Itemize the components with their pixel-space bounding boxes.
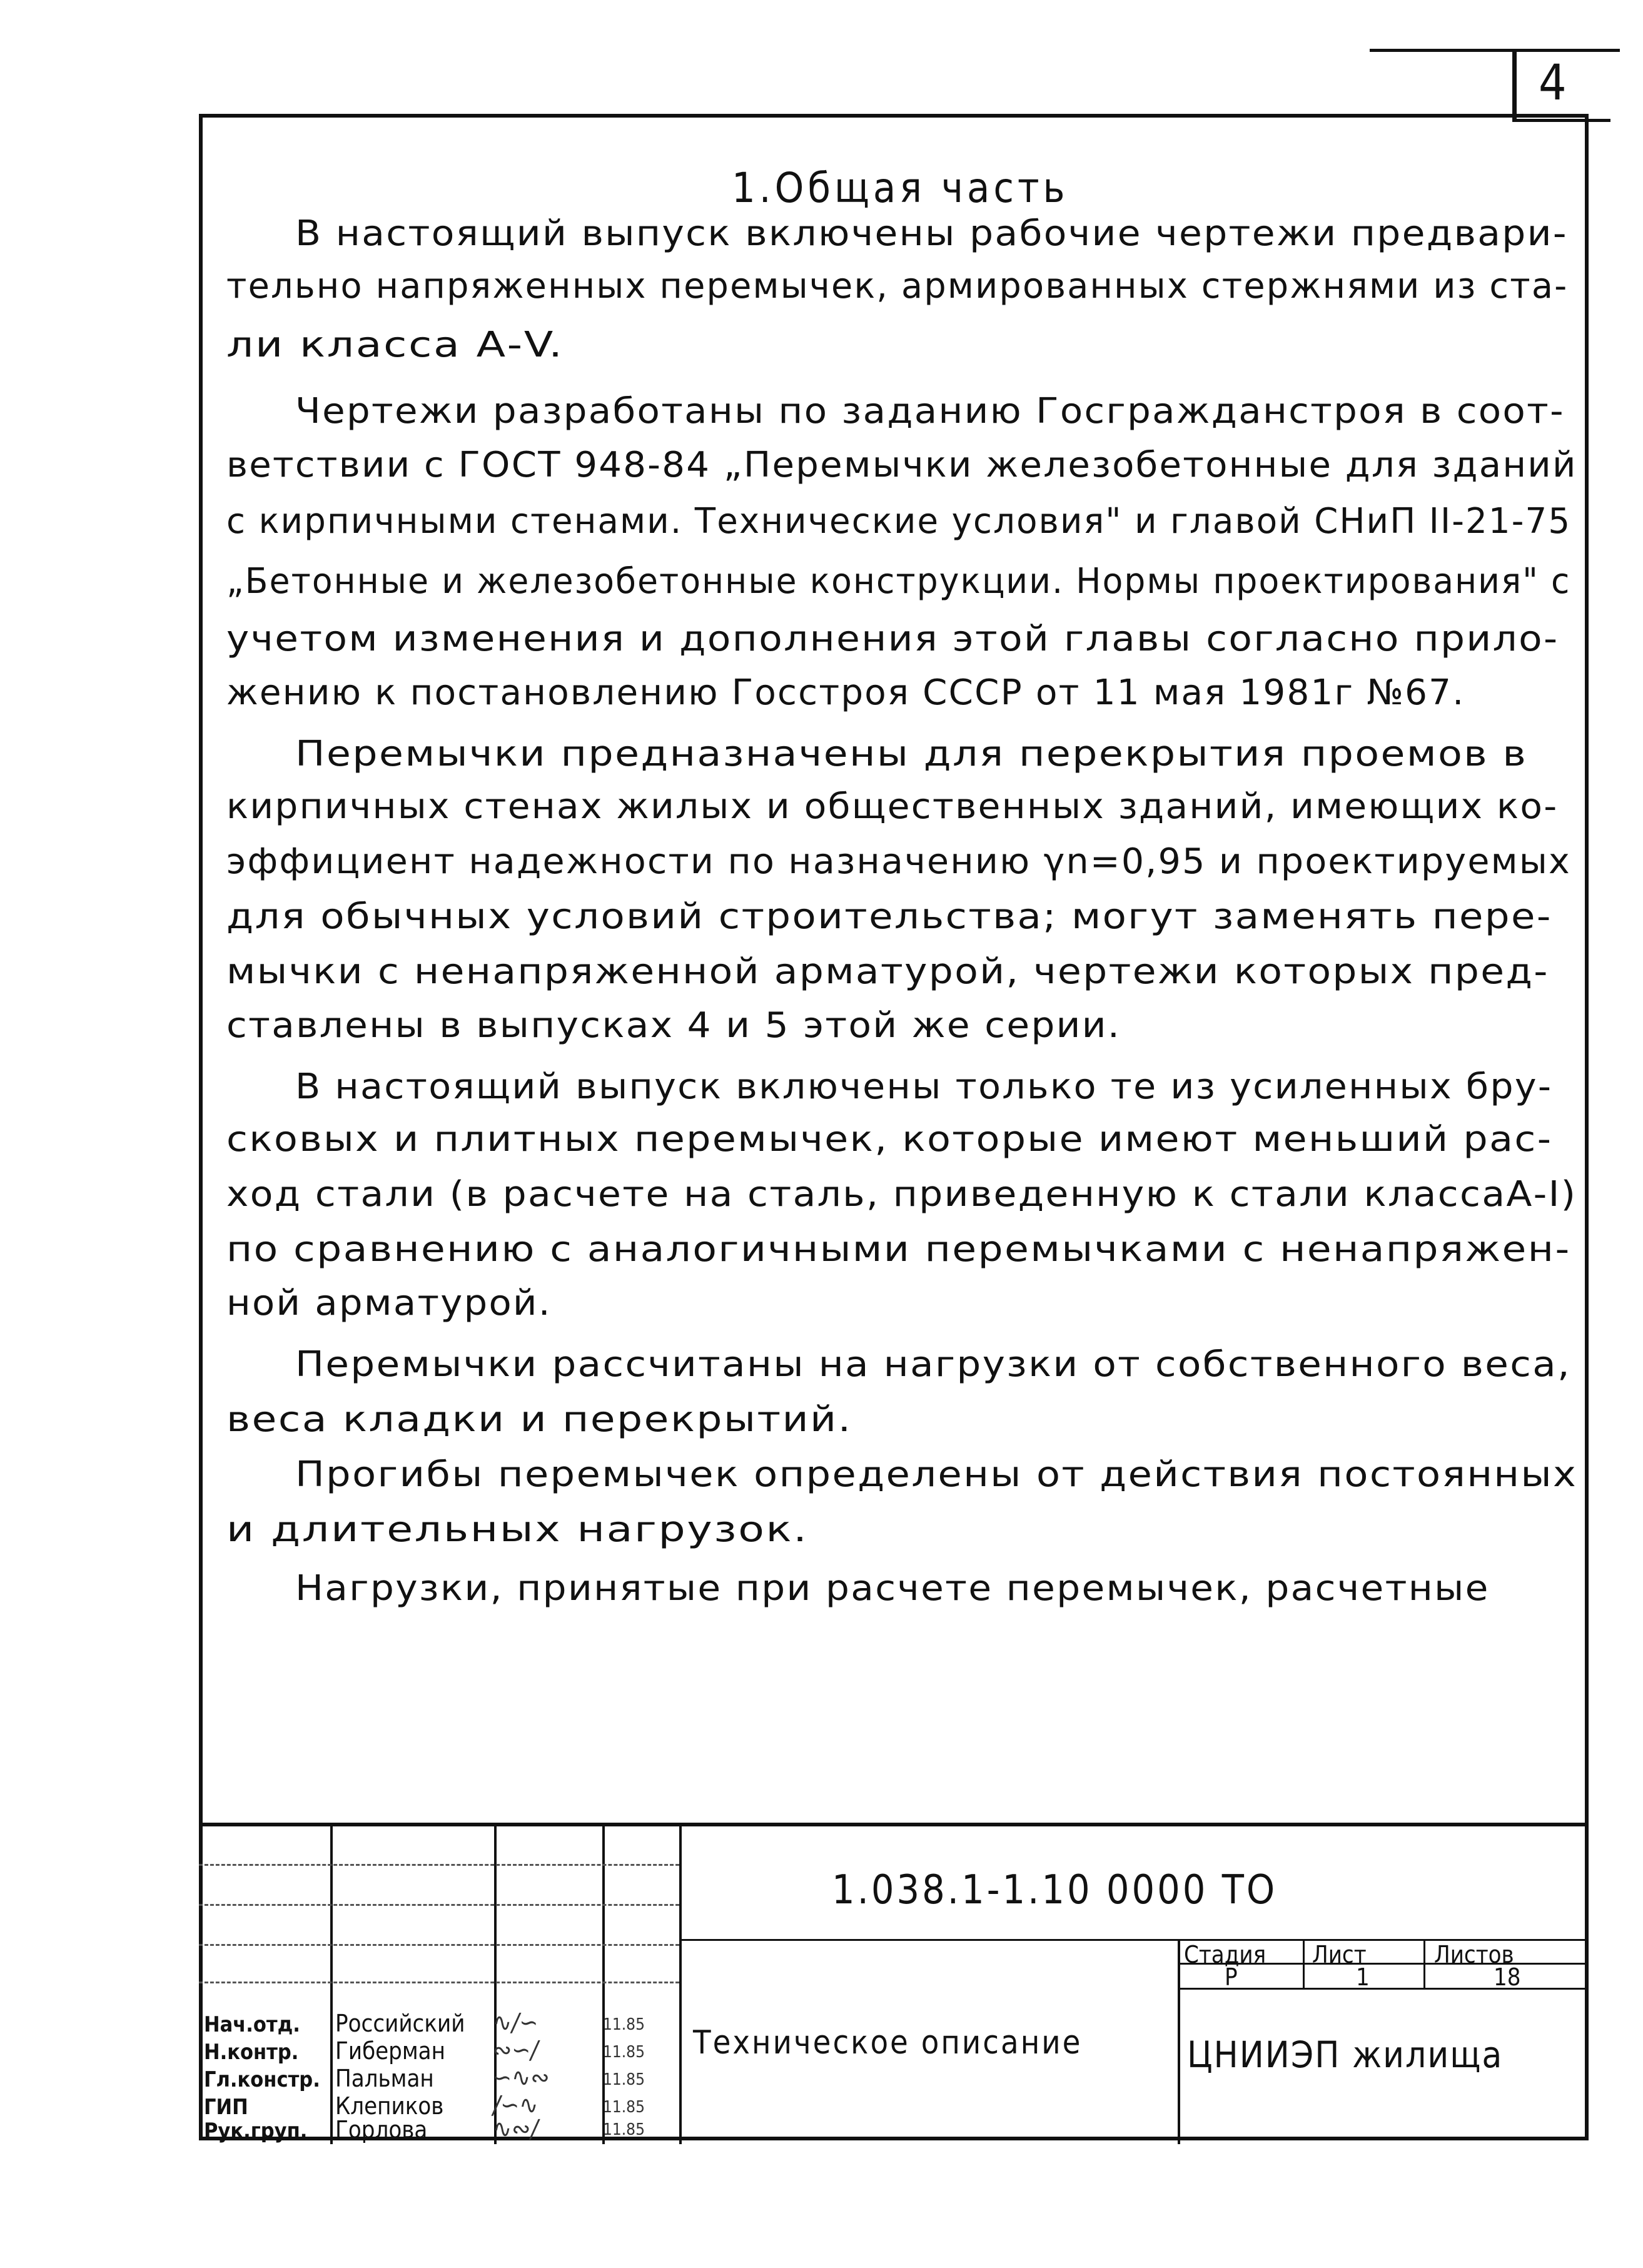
- stamp-row-line: [199, 1982, 679, 1983]
- body-line: ветствии с ГОСТ 948-84 „Перемычки железобетонные для зданий: [226, 445, 1577, 485]
- signature-role: Гл.констр.: [204, 2067, 320, 2092]
- body-line: для обычных условий строительства; могут заменять пере-: [226, 896, 1552, 937]
- body-line: кирпичных стенах жилых и общественных зданий, имеющих ко-: [226, 786, 1559, 827]
- signature-name: Клепиков: [335, 2092, 444, 2120]
- sheets-count-value: 18: [1494, 1963, 1521, 1991]
- stamp-row-line: [199, 1944, 679, 1946]
- body-line: „Бетонные и железобетонные конструкции. Нормы проектирования" с: [226, 561, 1571, 602]
- stage-label: Стадия: [1184, 1941, 1266, 1968]
- body-line: ной арматурой.: [226, 1283, 552, 1324]
- handwritten-signature: ∕∽∿: [493, 2091, 538, 2120]
- title-block: [199, 1823, 1589, 2144]
- signature-role: ГИП: [204, 2095, 248, 2120]
- handwritten-signature: ∾∽∕: [493, 2036, 538, 2065]
- handwritten-signature: ∿∾∕: [493, 2115, 538, 2144]
- stamp-divider: [1178, 1939, 1180, 2144]
- body-line: ставлены в выпусках 4 и 5 этой же серии.: [226, 1005, 1121, 1046]
- stamp-divider: [679, 1826, 682, 2144]
- body-line: мычки с ненапряженной арматурой, чертежи которых пред-: [226, 951, 1549, 992]
- body-line: В настоящий выпуск включены только те из усиленных бру-: [295, 1066, 1553, 1107]
- signature-date: 11.85: [603, 2043, 645, 2062]
- stamp-divider: [1303, 1939, 1305, 1988]
- signature-date: 11.85: [603, 2120, 645, 2139]
- body-line: Перемычки рассчитаны на нагрузки от собственного веса,: [295, 1344, 1571, 1385]
- organization: ЦНИИЭП жилища: [1187, 2033, 1504, 2076]
- signature-date: 11.85: [603, 2098, 645, 2117]
- body-line: Нагрузки, принятые при расчете перемычек, расчетные: [295, 1568, 1490, 1609]
- signature-date: 11.85: [603, 2070, 645, 2089]
- stamp-divider: [1423, 1939, 1425, 1988]
- signature-name: Российский: [335, 2010, 465, 2037]
- body-line: жению к постановлению Госстроя СССР от 11 мая 1981г №67.: [226, 672, 1465, 713]
- sheet-label: Лист: [1312, 1941, 1367, 1968]
- signature-role: Нач.отд.: [204, 2012, 300, 2037]
- signature-date: 11.85: [603, 2015, 645, 2034]
- signature-name: Горлова: [335, 2116, 428, 2144]
- body-line: учетом изменения и дополнения этой главы согласно прило-: [226, 619, 1559, 659]
- signature-name: Гиберман: [335, 2037, 445, 2065]
- sheet-title: Техническое описание: [693, 2024, 1083, 2062]
- stage-value: Р: [1225, 1963, 1238, 1991]
- section-title: 1.Общая часть: [732, 164, 1069, 212]
- stamp-divider: [602, 1826, 605, 2144]
- body-line: ли класса А-V.: [226, 325, 564, 365]
- body-line: сковых и плитных перемычек, которые имеют меньший рас-: [226, 1119, 1553, 1160]
- body-line: В настоящий выпуск включены рабочие чертежи предвари-: [295, 213, 1568, 254]
- signature-role: Н.контр.: [204, 2040, 299, 2065]
- sheet-number: 4: [1539, 55, 1567, 111]
- signature-role: Рук.груп.: [204, 2119, 308, 2144]
- body-line: Перемычки предназначены для перекрытия проемов в: [295, 734, 1528, 774]
- document-code: 1.038.1-1.10 0000 ТО: [832, 1867, 1278, 1913]
- body-line: Прогибы перемычек определены от действия постоянных: [295, 1454, 1578, 1495]
- body-line: ход стали (в расчете на сталь, приведенную к стали классаА-I): [226, 1174, 1577, 1215]
- body-line: по сравнению с аналогичными перемычками с ненапряжен-: [226, 1229, 1571, 1270]
- sheet-value: 1: [1356, 1963, 1370, 1991]
- signature-name: Пальман: [335, 2065, 434, 2092]
- body-line: Чертежи разработаны по заданию Госгражданстроя в соот-: [295, 391, 1565, 432]
- stamp-divider: [330, 1826, 333, 2144]
- stamp-row-line: [199, 1904, 679, 1906]
- handwritten-signature: ∽∿∾: [493, 2063, 550, 2092]
- body-line: с кирпичными стенами. Технические условия" и главой СНиП II-21-75: [226, 501, 1572, 542]
- body-line: и длительных нагрузок.: [226, 1509, 809, 1550]
- body-line: веса кладки и перекрытий.: [226, 1399, 852, 1440]
- body-line: тельно напряженных перемычек, армированных стержнями из ста-: [226, 266, 1569, 306]
- handwritten-signature: ∿∕∽: [493, 2008, 538, 2037]
- sheets-count-label: Листов: [1434, 1941, 1514, 1968]
- stamp-row-line: [1178, 1988, 1589, 1990]
- body-line: эффициент надежности по назначению γn=0,95 и проектируемых: [226, 841, 1571, 882]
- stamp-row-line: [199, 1864, 679, 1866]
